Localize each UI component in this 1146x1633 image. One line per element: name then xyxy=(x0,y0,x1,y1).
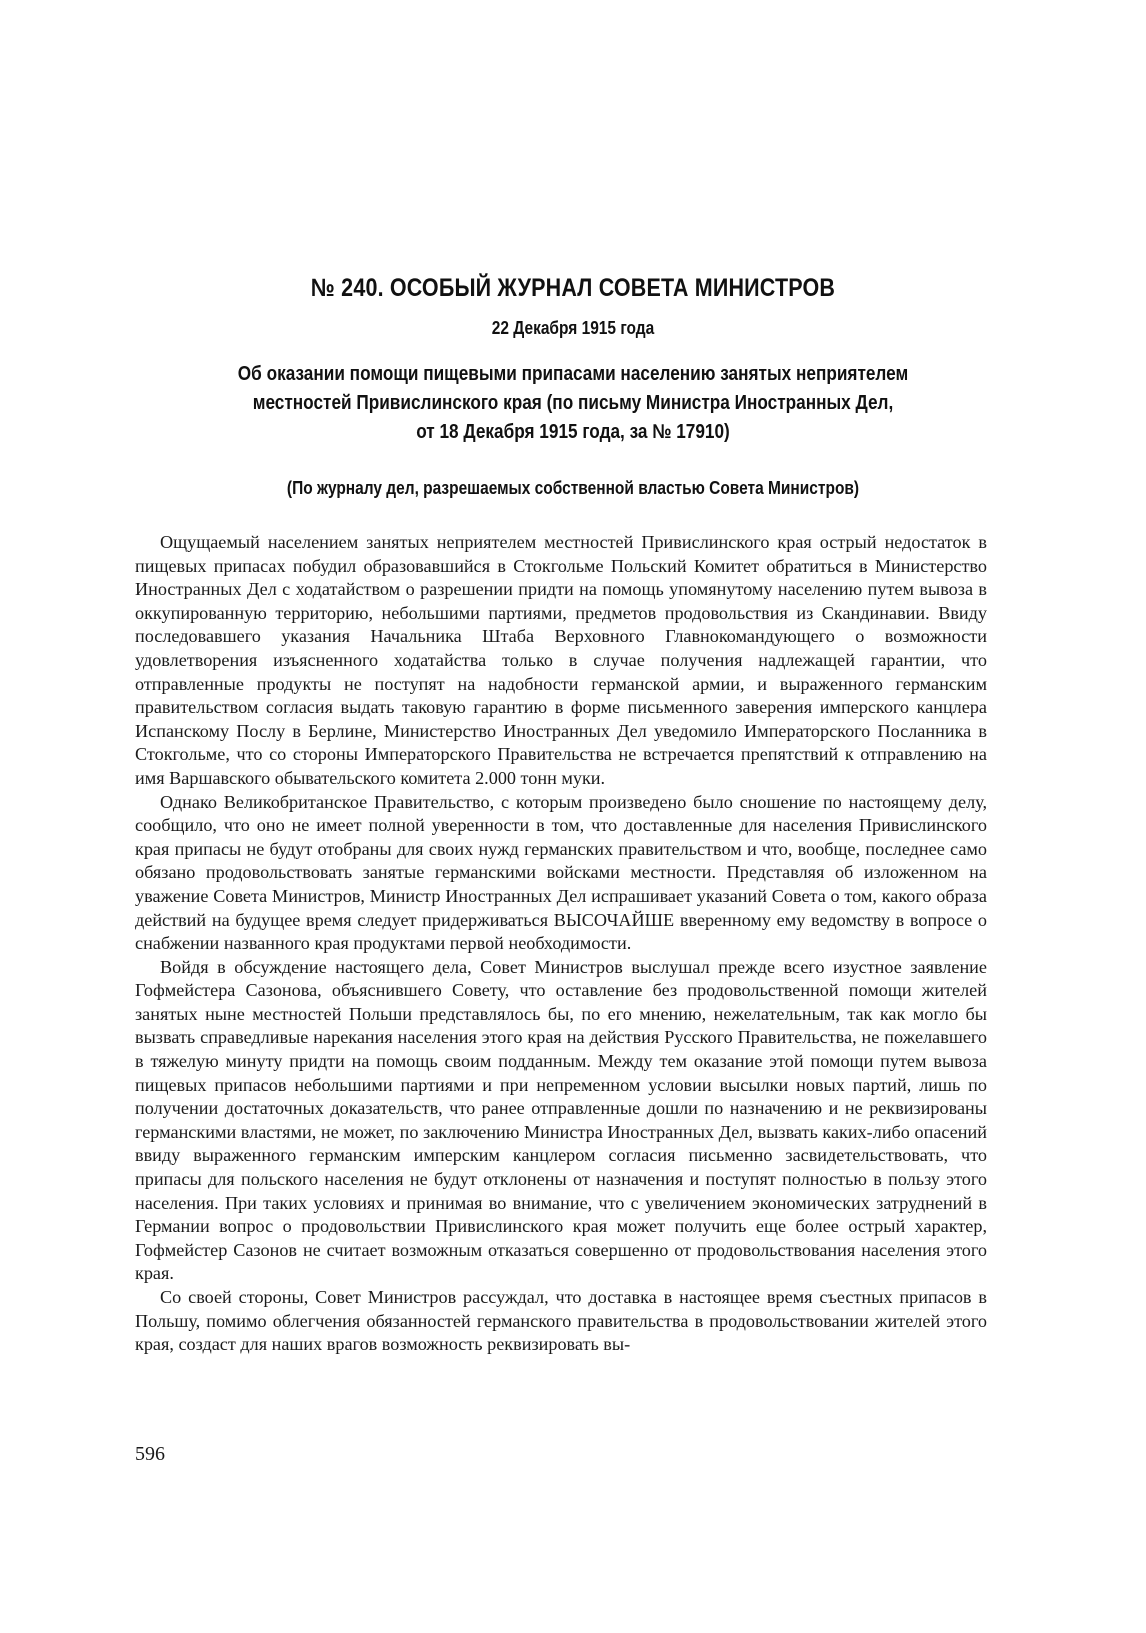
subject-line: от 18 Декабря 1915 года, за № 17910) xyxy=(416,421,730,443)
body-paragraph: Со своей стороны, Совет Министров рассуждал, что доставка в настоящее время съестных припасов в Польшу, помимо облегчения обязанностей германского правительства в продовольствовании жителей этого края, создаст для наших врагов возможность реквизировать вы- xyxy=(135,1287,987,1355)
document-subject xyxy=(80,360,1066,447)
body-paragraph: Ощущаемый населением занятых неприятелем местностей Привислинского края острый недостаток в пищевых припасах побудил образовавшийся в Стокгольме Польский Комитет обратиться в Министерство Иностранных Дел с ходатайством о разрешении придти на помощь упомянутому населению путем вывоза в оккупированную территорию, небольшими партиями, предметов продовольствия из Скандинавии. Ввиду последовавшего указания Начальника Штаба Верховного Главнокомандующего о возможности удовлетворения изъясненного ходатайства только в случае получения надлежащей гарантии, что отправленные продукты не поступят на надобности германской армии, и выраженного германским правительством согласия выдать таковую гарантию в форме письменного заверения имперского канцлера Испанскому Послу в Берлине, Министерство Иностранных Дел уведомило Императорского Посланника в Стокгольме, что со стороны Императорского Правительства не встречается препятствий к отправлению на имя Варшавского обывательского комитета 2.000 тонн муки. xyxy=(135,532,987,788)
body-paragraph: Однако Великобританское Правительство, с которым произведено было сношение по настоящему делу, сообщило, что оно не имеет полной уверенности в том, что доставленные для населения Привислинского края припасы не будут отобраны для своих нужд германских правительством и что, вообще, последнее само обязано продовольствовать занятые германскими войсками местности. Представляя об изложенном на уважение Совета Министров, Министр Иностранных Дел испрашивает указаний Совета о том, какого образа действий на будущее время следует придерживаться ВЫСОЧАЙШЕ вверенному ему ведомству в вопросе о снабжении названного края продуктами первой необходимости. xyxy=(135,791,987,954)
body-paragraph: Войдя в обсуждение настоящего дела, Совет Министров выслушал прежде всего изустное заявление Гофмейстера Сазонова, объяснившего Совету, что оставление без продовольственной помощи жителей занятых ныне местностей Польши представлялось бы, по его мнению, нежелательным, так как могло бы вызвать справедливые нарекания населения этого края на действия Русского Правительства, не пожелавшего в тяжелую минуту придти на помощь своим подданным. Между тем оказание этой помощи путем вывоза пищевых припасов небольшими партиями и при непременном условии высылки новых партий, лишь по получении достаточных доказательств, что ранее отправленные дошли по назначению и не реквизированы германскими властями, не может, по заключению Министра Иностранных Дел, вызвать каких-либо опасений ввиду выраженного германским имперским канцлером согласия письменно засвидетельствовать, что припасы для польского населения не будут отклонены от назначения и поступят полностью в пользу этого населения. При таких условиях и принимая во внимание, что с увеличением экономических затруднений в Германии вопрос о продовольствии Привислинского края может получить еще более острый характер, Гофмейстер Сазонов не считает возможным отказаться совершенно от продовольствования населения этого края. xyxy=(135,956,987,1284)
subject-line: Об оказании помощи пищевыми припасами населению занятых неприятелем xyxy=(237,363,909,385)
page-number: 596 xyxy=(135,1443,165,1465)
document-body xyxy=(135,531,987,1357)
document-date: 22 Декабря 1915 года xyxy=(491,318,655,338)
subject-line: местностей Привислинского края (по письму Министра Иностранных Дел, xyxy=(252,392,894,414)
document-heading: № 240. ОСОБЫЙ ЖУРНАЛ СОВЕТА МИНИСТРОВ xyxy=(310,274,836,302)
document-note: (По журналу дел, разрешаемых собственной властью Совета Министров) xyxy=(286,478,860,498)
